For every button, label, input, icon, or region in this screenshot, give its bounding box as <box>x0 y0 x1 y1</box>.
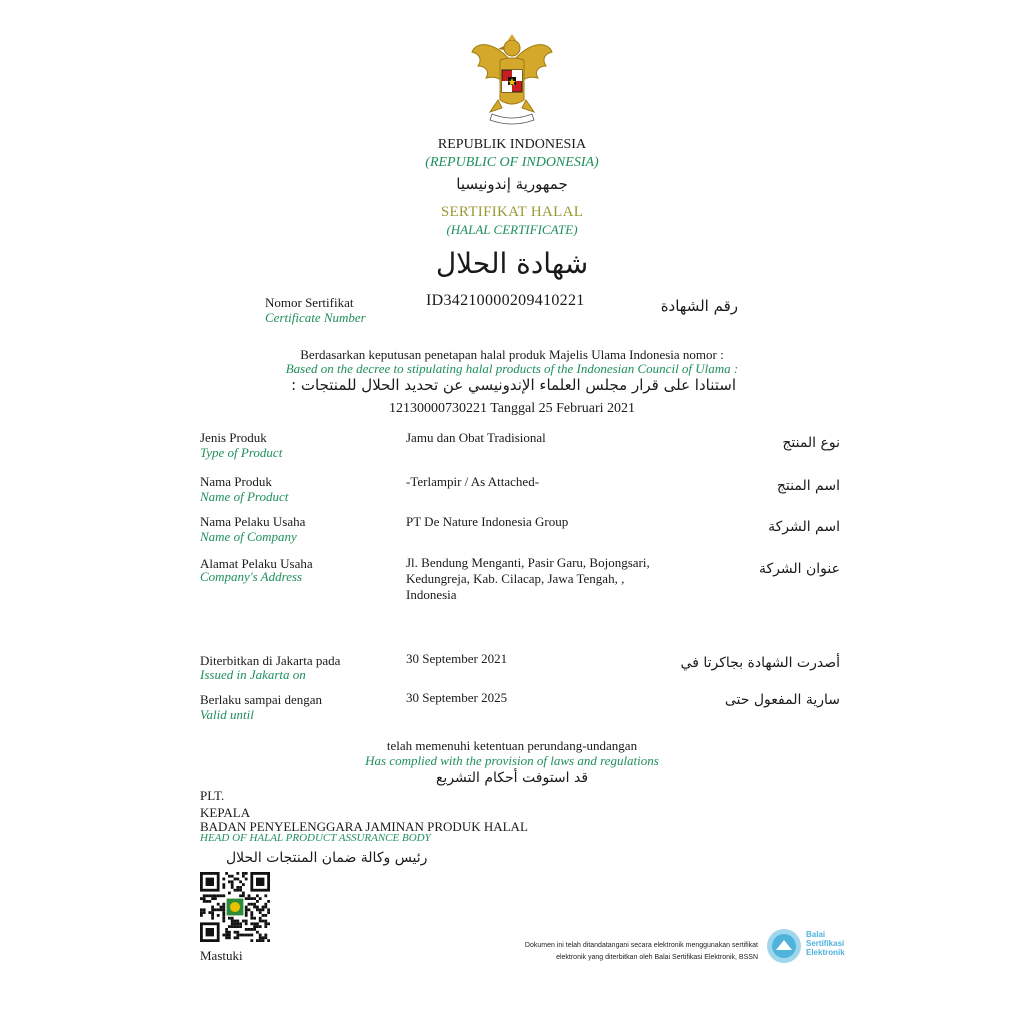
company-label-ar: اسم الشركة <box>768 519 840 535</box>
signatory-name: Mastuki <box>200 948 243 963</box>
signatory-body-en: HEAD OF HALAL PRODUCT ASSURANCE BODY <box>200 832 431 844</box>
valid-value: 30 September 2025 <box>406 690 508 705</box>
issued-label-en: Issued in Jakarta on <box>200 667 306 682</box>
signatory-plt: PLT. <box>200 788 225 803</box>
company-value: PT De Nature Indonesia Group <box>406 514 569 529</box>
cert-number-label-en: Certificate Number <box>265 310 366 325</box>
product-name-label-ar: اسم المنتج <box>776 478 840 494</box>
signatory-body-id: BADAN PENYELENGGARA JAMINAN PRODUK HALAL <box>200 819 528 834</box>
footer-note-line2: elektronik yang diterbitkan oleh Balai Sertifikasi Elektronik, BSSN <box>556 954 758 961</box>
qr-code[interactable] <box>200 872 270 942</box>
issued-value: 30 September 2021 <box>406 651 508 666</box>
issued-label-id: Diterbitkan di Jakarta pada <box>200 653 341 668</box>
compliance-text-id: telah memenuhi ketentuan perundang-undangan <box>386 738 638 753</box>
product-name-value: -Terlampir / As Attached- <box>406 474 540 489</box>
address-label-id: Alamat Pelaku Usaha <box>200 556 313 571</box>
basis-text-id: Berdasarkan keputusan penetapan halal produk Majelis Ulama Indonesia nomor : <box>300 347 724 362</box>
address-value-line1: Jl. Bendung Menganti, Pasir Garu, Bojongsari, <box>406 555 650 570</box>
address-label-ar: عنوان الشركة <box>759 561 840 577</box>
address-value-line2: Kedungreja, Kab. Cilacap, Jawa Tengah, , <box>406 571 625 586</box>
valid-label-en: Valid until <box>200 707 254 722</box>
company-label-id: Nama Pelaku Usaha <box>200 514 306 529</box>
bsre-line3: Elektronik <box>806 948 845 957</box>
bsre-logo-icon <box>766 928 802 964</box>
certificate-title-id: SERTIFIKAT HALAL <box>440 204 584 220</box>
certificate-title-en: (HALAL CERTIFICATE) <box>446 222 578 237</box>
product-name-label-id: Nama Produk <box>200 474 272 489</box>
cert-number-value: ID34210000209410221 <box>426 292 585 309</box>
footer-note-line1: Dokumen ini telah ditandatangani secara elektronik menggunakan sertifikat <box>524 942 758 949</box>
basis-text-ar: استنادا على قرار مجلس العلماء الإندونيسي عن تحديد الحلال للمنتجات : <box>291 376 736 394</box>
country-name-en: (REPUBLIC OF INDONESIA) <box>425 155 599 170</box>
compliance-text-ar: قد استوفت أحكام التشريع <box>435 770 589 786</box>
valid-label-id: Berlaku sampai dengan <box>200 692 323 707</box>
basis-text-en: Based on the decree to stipulating halal products of the Indonesian Council of Ulama : <box>285 361 739 376</box>
product-type-value: Jamu dan Obat Tradisional <box>406 430 546 445</box>
bsre-line1: Balai <box>806 930 826 939</box>
garuda-emblem <box>462 30 562 125</box>
valid-label-ar: سارية المفعول حتى <box>724 692 840 708</box>
bsre-logo-text <box>806 930 845 957</box>
product-type-label-id: Jenis Produk <box>200 430 267 445</box>
bsre-line2: Sertifikasi <box>806 939 845 948</box>
product-type-label-ar: نوع المنتج <box>782 435 840 451</box>
compliance-text-en: Has complied with the provision of laws and regulations <box>365 753 659 768</box>
product-name-label-en: Name of Product <box>200 489 289 504</box>
signatory-body-ar: رئيس وكالة ضمان المنتجات الحلال <box>226 850 428 866</box>
company-label-en: Name of Company <box>200 529 297 544</box>
signatory-kepala: KEPALA <box>200 805 251 820</box>
certificate-title-ar: شهادة الحلال <box>435 247 589 280</box>
issued-label-ar: أصدرت الشهادة بجاكرتا في <box>680 655 840 671</box>
decree-number: 12130000730221 Tanggal 25 Februari 2021 <box>388 401 636 416</box>
country-name-ar: جمهورية إندونيسيا <box>456 175 568 193</box>
cert-number-label-id: Nomor Sertifikat <box>265 295 354 310</box>
address-label-en: Company's Address <box>200 569 303 584</box>
country-name-id: REPUBLIK INDONESIA <box>437 137 587 152</box>
product-type-label-en: Type of Product <box>200 445 283 460</box>
cert-number-label-ar: رقم الشهادة <box>660 297 738 315</box>
address-value-line3: Indonesia <box>406 587 457 602</box>
